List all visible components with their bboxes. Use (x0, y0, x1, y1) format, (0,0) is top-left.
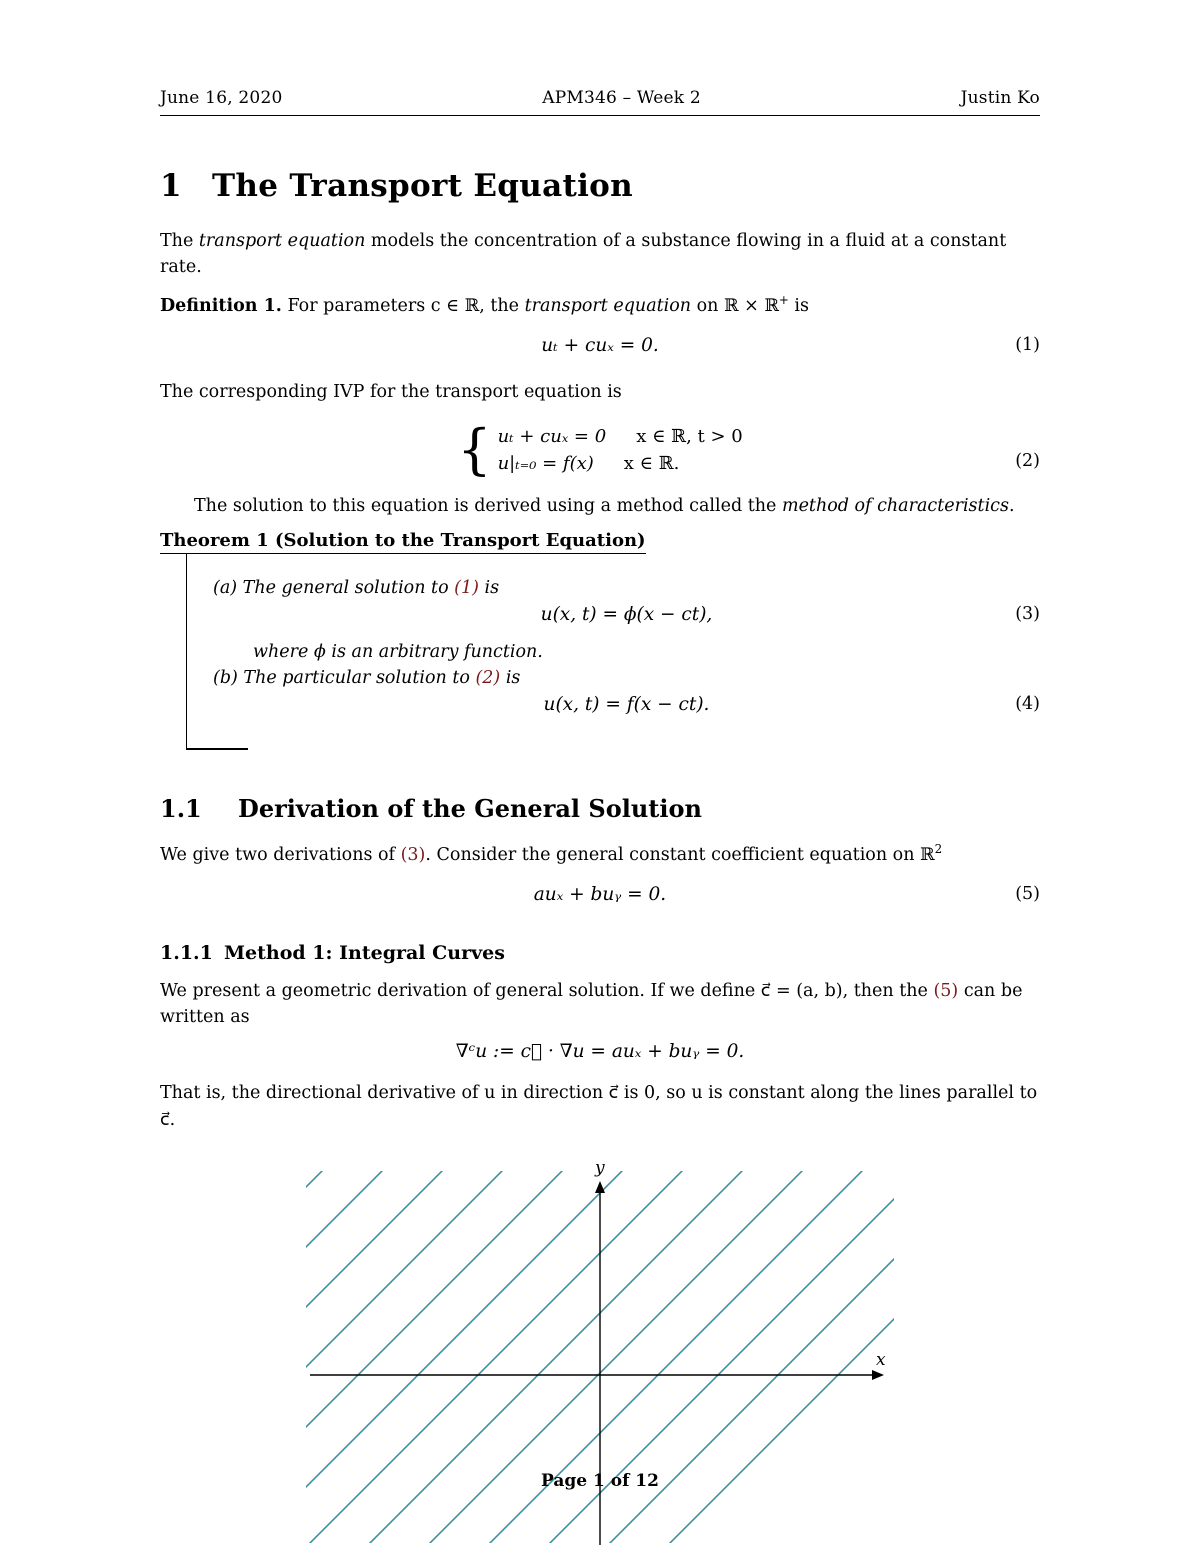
equation-2-number: (2) (1015, 450, 1040, 471)
y-axis-label: y (595, 1157, 605, 1178)
section-title: The Transport Equation (212, 168, 633, 204)
equation-4-row (213, 694, 1040, 722)
method1-post: can be written as (160, 980, 1023, 1028)
equation-5-number: (5) (1015, 883, 1040, 904)
derivation-post: . Consider the general constant coefficient equation on ℝ (425, 844, 935, 865)
intro-pre: The (160, 231, 199, 251)
definition-label: Definition 1. (160, 295, 282, 316)
equation-unnumbered-row (160, 1041, 1040, 1069)
definition-sup: + (778, 292, 789, 307)
theorem-item-b-ref[interactable]: (2) (475, 667, 501, 688)
solution-paragraph (160, 493, 1040, 519)
solution-italic: method of characteristics (781, 495, 1009, 516)
definition-italic: transport equation (524, 295, 692, 316)
equation-4: u(x, t) = f(x − ct). (543, 693, 710, 715)
derivation-sup: 2 (934, 841, 943, 856)
left-brace: { (457, 417, 492, 481)
subsection-heading (160, 794, 1040, 823)
method1-pre: We present a geometric derivation of general solution. If we define c⃗ = (a, b), then the (160, 980, 934, 1001)
cases-line-2-left: u|ₜ₌₀ = f(x) (497, 452, 594, 474)
intro-paragraph (160, 228, 1040, 281)
equation-3: u(x, t) = ϕ(x − ct), (540, 603, 713, 625)
integral-curves-figure (300, 1153, 900, 1553)
theorem-item-a-ref[interactable]: (1) (454, 577, 479, 598)
subsubsection-heading (160, 942, 1040, 964)
header-author: Justin Ko (960, 88, 1040, 108)
equation-3-number: (3) (1015, 603, 1040, 624)
equation-3-row (213, 604, 1040, 632)
theorem-item-a (213, 578, 1040, 598)
solution-text-a: The solution to this equation is derived using a method called the (194, 495, 782, 516)
x-axis-label: x (876, 1349, 886, 1370)
intro-post: models the concentration of a substance flowing in a fluid at a constant rate. (160, 231, 1007, 278)
method1-paragraph (160, 978, 1040, 1031)
cases-line-2 (498, 453, 743, 474)
definition-paragraph (160, 292, 1040, 319)
derivation-paragraph (160, 841, 1040, 868)
theorem-block (160, 530, 1040, 750)
theorem-item-b-post: is (500, 667, 521, 688)
definition-text-c: is (788, 295, 809, 316)
equation-1: uₜ + cuₓ = 0. (541, 334, 659, 356)
section-heading (160, 168, 1040, 204)
cases-line-1-right: x ∈ ℝ, t > 0 (636, 425, 743, 447)
theorem-item-b-pre: (b) The particular solution to (213, 667, 476, 688)
cases-line-1-left: uₜ + cuₓ = 0 (497, 425, 607, 447)
theorem-item-a-where: where ϕ is an arbitrary function. (253, 641, 543, 662)
subsubsection-title: Method 1: Integral Curves (224, 941, 505, 964)
derivation-ref[interactable]: (3) (400, 844, 426, 865)
cases-line-2-right: x ∈ ℝ. (623, 452, 680, 474)
subsection-number: 1.1 (160, 793, 202, 823)
ivp-paragraph: The corresponding IVP for the transport equation is (160, 381, 622, 402)
equation-1-row (160, 335, 1040, 363)
equation-5: auₓ + buᵧ = 0. (533, 883, 667, 905)
equation-5-row (160, 884, 1040, 912)
equation-2 (160, 417, 1040, 481)
figure-svg (300, 1153, 900, 1553)
header-course: APM346 – Week 2 (542, 88, 701, 108)
derivation-pre: We give two derivations of (160, 844, 401, 865)
cases-group (457, 417, 743, 481)
definition-text-b: on ℝ × ℝ (691, 295, 779, 316)
directional-derivative-paragraph: That is, the directional derivative of u in direction c⃗ is 0, so u is constant along the lines parallel to c⃗. (160, 1083, 1038, 1130)
theorem-item-a-post: is (478, 577, 500, 598)
theorem-body (186, 554, 1040, 750)
cases-line-1 (498, 426, 743, 447)
method1-ref[interactable]: (5) (933, 980, 959, 1001)
subsubsection-number: 1.1.1 (160, 941, 213, 964)
intro-italic: transport equation (198, 231, 366, 251)
theorem-title: Theorem 1 (Solution to the Transport Equation) (160, 530, 646, 554)
theorem-item-b (213, 668, 1040, 688)
theorem-item-a-pre: (a) The general solution to (213, 577, 455, 598)
solution-text-b: . (1008, 495, 1015, 516)
equation-unnumbered: ∇ᶜu := c⃗ · ∇u = auₓ + buᵧ = 0. (455, 1041, 745, 1063)
page-footer: Page 1 of 12 (541, 1471, 659, 1491)
definition-text-a: For parameters c ∈ ℝ, the (281, 295, 525, 316)
cases-lines (498, 425, 743, 475)
section-number: 1 (160, 168, 182, 204)
equation-1-number: (1) (1015, 334, 1040, 355)
equation-2-row (160, 417, 1040, 481)
page-header (160, 88, 1040, 116)
header-date: June 16, 2020 (160, 88, 283, 108)
equation-4-number: (4) (1015, 693, 1040, 714)
subsection-title: Derivation of the General Solution (238, 793, 702, 823)
